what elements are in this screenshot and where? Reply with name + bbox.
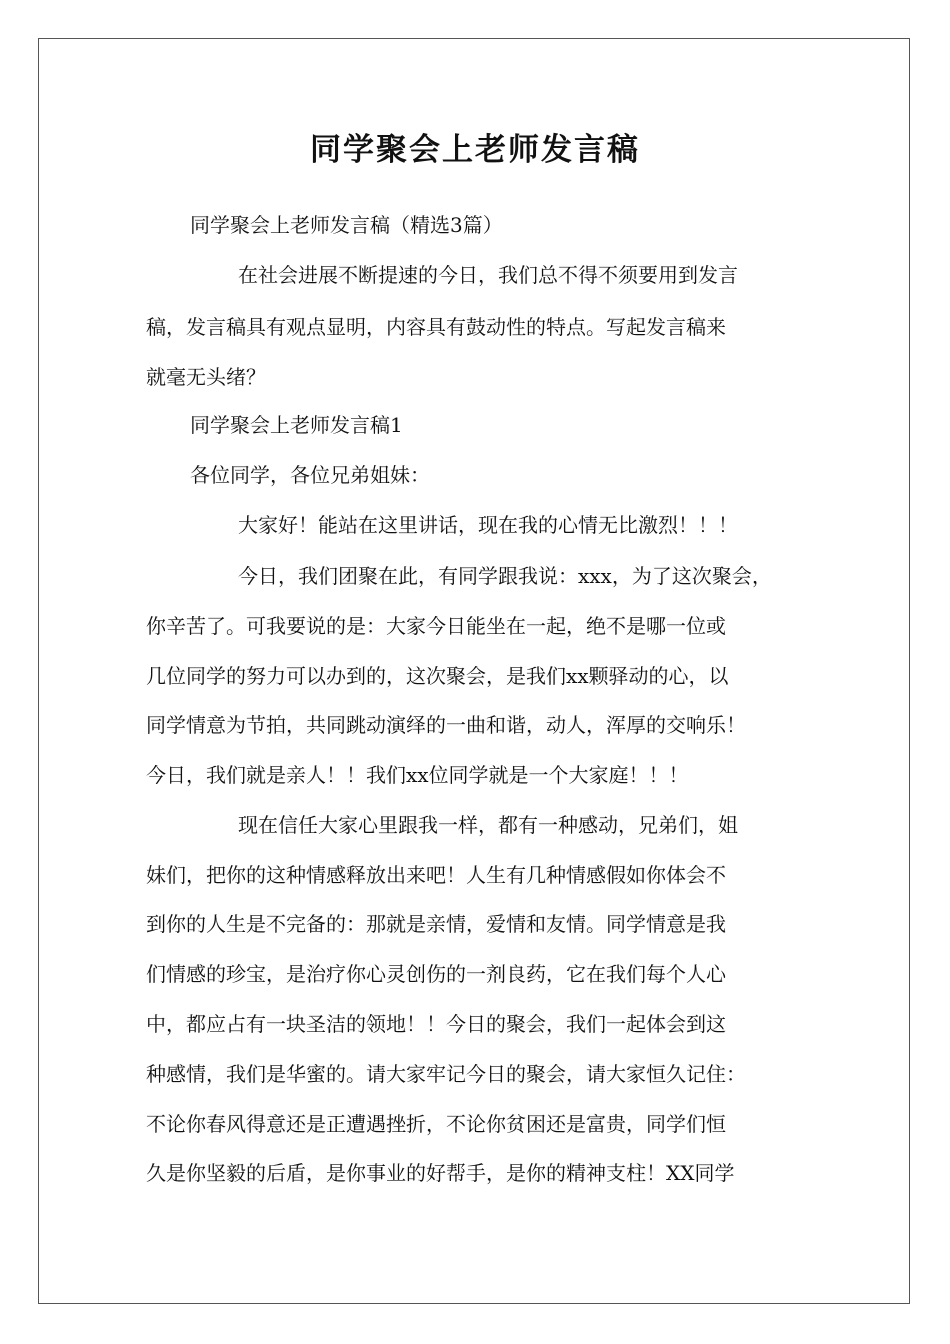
- paragraph1-line-1: 今日，我们团聚在此，有同学跟我说：xxx，为了这次聚会，: [238, 564, 772, 588]
- paragraph2-line-1: 现在信任大家心里跟我一样，都有一种感动，兄弟们，姐: [238, 813, 738, 837]
- section-heading: 同学聚会上老师发言稿1: [190, 413, 403, 437]
- greeting: 大家好！能站在这里讲话，现在我的心情无比激烈！！！: [238, 513, 738, 537]
- paragraph2-line-5: 中，都应占有一块圣洁的领地！！今日的聚会，我们一起体会到这: [146, 1012, 726, 1036]
- paragraph2-line-8: 久是你坚毅的后盾，是你事业的好帮手，是你的精神支柱！XX同学: [146, 1161, 735, 1185]
- intro-line-2: 稿，发言稿具有观点显明，内容具有鼓动性的特点。写起发言稿来: [146, 315, 726, 339]
- paragraph2-line-3: 到你的人生是不完备的：那就是亲情，爱情和友情。同学情意是我: [146, 912, 726, 936]
- intro-line-3: 就毫无头绪？: [146, 365, 266, 389]
- paragraph1-line-4: 同学情意为节拍，共同跳动演绎的一曲和谐，动人，浑厚的交响乐！: [146, 713, 746, 737]
- document-title: 同学聚会上老师发言稿: [310, 132, 640, 168]
- intro-line-1: 在社会进展不断提速的今日，我们总不得不须要用到发言: [238, 263, 738, 287]
- paragraph1-line-5: 今日，我们就是亲人！！我们xx位同学就是一个大家庭！！！: [146, 763, 689, 787]
- salutation: 各位同学，各位兄弟姐妹：: [190, 463, 430, 487]
- paragraph1-line-2: 你辛苦了。可我要说的是：大家今日能坐在一起，绝不是哪一位或: [146, 614, 726, 638]
- paragraph2-line-4: 们情感的珍宝，是治疗你心灵创伤的一剂良药，它在我们每个人心: [146, 962, 726, 986]
- paragraph2-line-6: 种感情，我们是华蜜的。请大家牢记今日的聚会，请大家恒久记住：: [146, 1062, 746, 1086]
- document-subtitle: 同学聚会上老师发言稿（精选3篇）: [190, 213, 503, 237]
- paragraph2-line-2: 妹们，把你的这种情感释放出来吧！人生有几种情感假如你体会不: [146, 863, 726, 887]
- paragraph1-line-3: 几位同学的努力可以办到的，这次聚会，是我们xx颗驿动的心，以: [146, 664, 729, 688]
- paragraph2-line-7: 不论你春风得意还是正遭遇挫折，不论你贫困还是富贵，同学们恒: [146, 1112, 726, 1136]
